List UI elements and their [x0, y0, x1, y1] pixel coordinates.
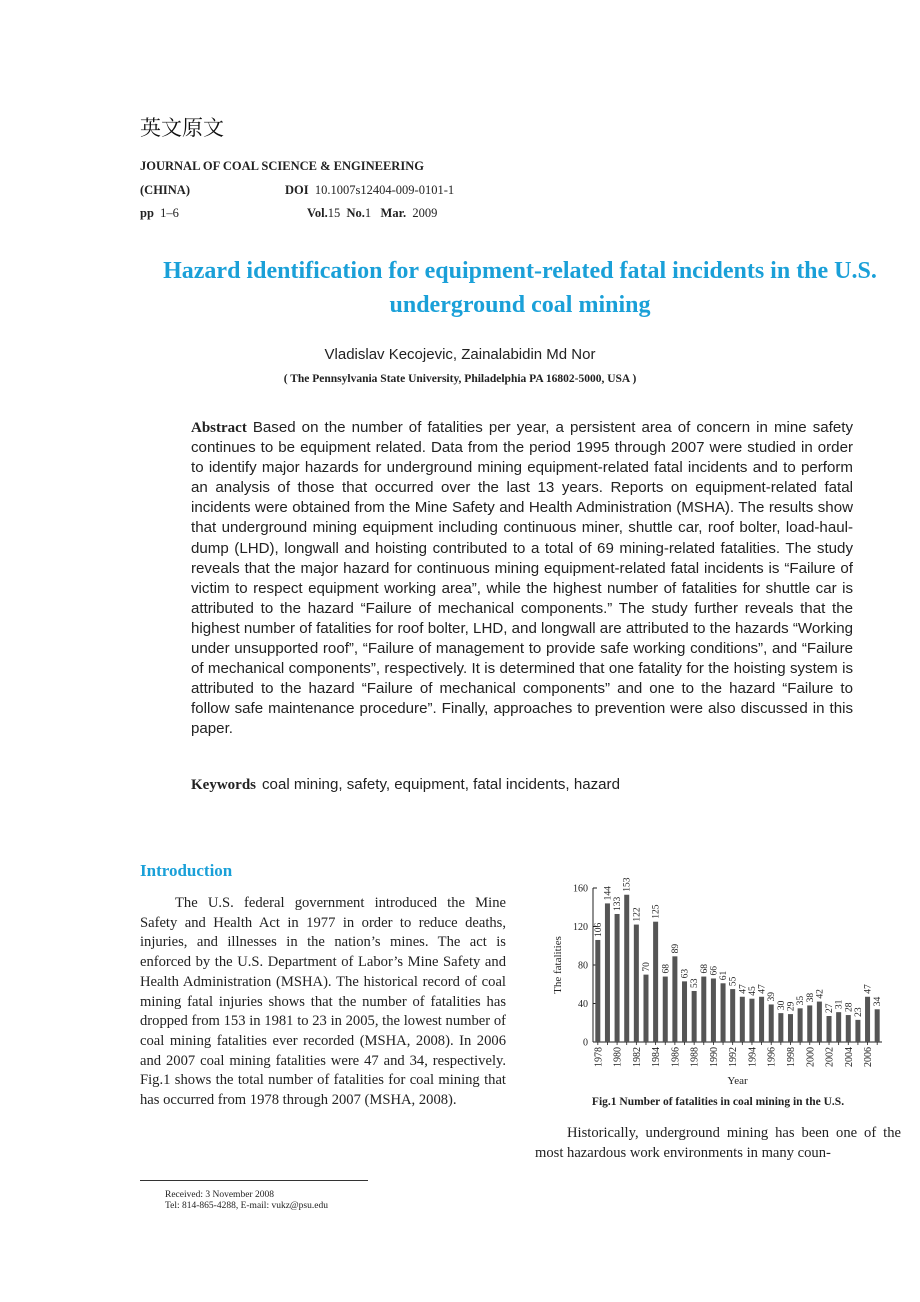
bar-1981: [624, 895, 629, 1042]
y-tick-label: 0: [583, 1037, 588, 1049]
bar-1980: [615, 914, 620, 1042]
y-tick-label: 40: [578, 999, 588, 1010]
authors: Vladislav Kecojevic, Zainalabidin Md Nor: [324, 346, 596, 363]
bar-2006: [865, 997, 870, 1042]
data-label-1981: 153: [622, 877, 633, 892]
bar-1998: [788, 1014, 793, 1042]
x-tick-label-1980: 1980: [612, 1047, 624, 1067]
data-label-1985: 68: [661, 964, 672, 974]
x-tick-label-2004: 2004: [843, 1047, 855, 1067]
introduction-body: [140, 894, 506, 1111]
paper-title: Hazard identification for equipment-related fatal incidents in the U.S. underground coal mining: [163, 258, 877, 318]
bar-1995: [759, 997, 764, 1042]
x-tick-label-2002: 2002: [824, 1047, 836, 1067]
keywords-label: Keywords: [191, 777, 256, 793]
introduction-heading: Introduction: [140, 861, 233, 880]
x-tick-label-1994: 1994: [747, 1047, 759, 1067]
bar-1989: [701, 977, 706, 1042]
fatalities-bar-chart: [545, 876, 895, 1088]
bar-1982: [634, 925, 639, 1042]
bar-1994: [749, 999, 754, 1042]
received-date: Received: 3 November 2008: [165, 1190, 274, 1200]
volume-issue: Vol.15 No.1 Mar. 2009: [307, 206, 438, 220]
journal-country: (CHINA): [140, 183, 190, 197]
footnote: [165, 1190, 328, 1212]
intro-paragraph-2: Historically, underground mining has been one of the most hazardous work environments in many coun-: [535, 1125, 901, 1161]
data-label-1979: 144: [603, 886, 614, 901]
y-tick-label: 120: [573, 922, 588, 933]
footnote-rule: [140, 1180, 368, 1181]
bar-2002: [827, 1016, 832, 1042]
data-label-1998: 29: [786, 1001, 797, 1012]
abstract-label: Abstract: [191, 420, 247, 436]
data-label-1982: 122: [632, 907, 643, 922]
data-label-1988: 53: [690, 978, 701, 988]
data-label-2000: 38: [805, 992, 816, 1003]
chinese-label: 英文原文: [140, 116, 224, 140]
x-tick-label-1996: 1996: [766, 1047, 778, 1067]
data-label-1991: 61: [719, 970, 730, 981]
abstract-text: Based on the number of fatalities per year, a persistent area of concern in mine safety continues to be equipment related. Data from the period 1995 through 2007 were studied in order to identify major hazards for underground mining equipment-related fatal incidents and to perform an analysis of those that occurred over the last 13 years. Reports on equipment-related fatal incidents were obtained from the Mine Safety and Health Administration (MSHA). The results show that underground mining equipment including continuous miner, shuttle car, roof bolter, load-haul-dump (LHD), longwall and hoisting contributed to a total of 69 mining-related fatalities. The study reveals that the major hazard for continuous mining equipment-related fatal incidents is “Failure of victim to respect equipment working area”, while the highest number of fatalities for shuttle car is attributed to the hazard “Failure of mechanical components.” The study further reveals that the highest number of fatalities for roof bolter, LHD, and longwall are attributed to the hazards “Working under unsupported roof”, “Failure of management to provide safe working conditions”, and “Failure of mechanical components”, respectively. It is determined that one fatality for the hoisting system is attributed to the hazard “Failure of mechanical components” and one to the hazard “Failure to follow safe maintenance procedure”. Finally, approaches to prevention were also discussed in this paper.: [191, 419, 853, 738]
doi: DOI 10.1007s12404-009-0101-1: [285, 183, 455, 197]
x-tick-label-2000: 2000: [805, 1047, 817, 1067]
x-tick-label-1988: 1988: [689, 1047, 701, 1067]
bar-1990: [711, 978, 716, 1042]
bar-2001: [817, 1002, 822, 1042]
data-label-1999: 35: [796, 995, 807, 1006]
bar-2005: [855, 1020, 860, 1042]
data-label-1997: 30: [776, 1000, 787, 1011]
bar-1991: [721, 983, 726, 1042]
bar-1986: [672, 956, 677, 1042]
x-tick-label-1992: 1992: [728, 1047, 740, 1067]
bar-1978: [595, 940, 600, 1042]
x-tick-label-1982: 1982: [631, 1047, 643, 1067]
data-label-1990: 66: [709, 965, 720, 976]
y-tick-label: 80: [578, 960, 588, 972]
data-label-1984: 125: [651, 904, 662, 919]
keywords-text: coal mining, safety, equipment, fatal incidents, hazard: [262, 776, 620, 793]
journal-name: JOURNAL OF COAL SCIENCE & ENGINEERING: [140, 159, 424, 173]
data-label-1980: 133: [613, 896, 624, 911]
bar-1988: [692, 991, 697, 1042]
bar-1999: [798, 1008, 803, 1042]
contact-info: Tel: 814-865-4288, E-mail: vukz@psu.edu: [165, 1201, 328, 1211]
data-label-1993: 47: [738, 984, 749, 994]
x-axis-label: Year: [727, 1075, 748, 1087]
x-tick-label-1998: 1998: [785, 1047, 797, 1067]
data-label-1996: 39: [767, 991, 778, 1002]
bar-2007: [875, 1009, 880, 1042]
bar-2003: [836, 1012, 841, 1042]
intro-paragraph-1: The U.S. federal government introduced the Mine Safety and Health Act in 1977 in order to reduce deaths, injuries, and illnesses in the nation’s mines. The act is enforced by the U.S. Department of Labor’s Mine Safety and Health Administration (MSHA). The historical record of coal mining fatal injuries shows that the number of fatalities has dropped from 153 in 1981 to 23 in 2005, the lowest number of coal mining fatalities ever recorded (MSHA, 2008). In 2006 and 2007 coal mining fatalities were 47 and 34, respectively. Fig.1 shows the total number of fatalities for coal mining that has occurred from 1978 through 2007 (MSHA, 2008).: [140, 895, 506, 1109]
y-tick-label: 160: [573, 883, 588, 895]
pages: pp 1–6: [140, 206, 179, 220]
bar-1992: [730, 989, 735, 1042]
bar-1984: [653, 922, 658, 1042]
x-tick-label-1978: 1978: [593, 1047, 605, 1067]
data-label-1987: 63: [680, 968, 691, 979]
data-label-2001: 42: [815, 989, 826, 999]
right-column-body: [535, 1124, 901, 1163]
keywords: [191, 776, 853, 794]
bar-1993: [740, 997, 745, 1042]
data-label-1983: 70: [641, 962, 652, 972]
bar-1985: [663, 977, 668, 1042]
data-label-2004: 28: [844, 1002, 855, 1013]
data-label-1995: 47: [757, 984, 768, 994]
data-label-2005: 23: [853, 1007, 864, 1017]
data-label-2002: 27: [825, 1003, 836, 1014]
bar-1997: [778, 1013, 783, 1042]
bar-1996: [769, 1004, 774, 1042]
data-label-1989: 68: [699, 964, 710, 974]
figure-caption: Fig.1 Number of fatalities in coal mining in the U.S.: [591, 1096, 845, 1108]
bar-2004: [846, 1015, 851, 1042]
data-label-2007: 34: [873, 996, 884, 1007]
bar-1979: [605, 903, 610, 1042]
x-tick-label-1990: 1990: [708, 1047, 720, 1067]
affiliation: ( The Pennsylvania State University, Philadelphia PA 16802-5000, USA ): [283, 373, 637, 385]
data-label-1994: 45: [747, 986, 758, 996]
data-label-1992: 55: [728, 976, 739, 987]
x-tick-label-2006: 2006: [863, 1047, 875, 1067]
data-label-2003: 31: [834, 999, 845, 1010]
x-tick-label-1986: 1986: [670, 1047, 682, 1067]
x-tick-label-1984: 1984: [651, 1047, 663, 1067]
bar-1983: [643, 975, 648, 1042]
y-axis-label: The fatalities: [552, 936, 564, 994]
data-label-1986: 89: [670, 943, 681, 954]
bar-1987: [682, 981, 687, 1042]
abstract: [191, 418, 853, 740]
data-label-1978: 106: [593, 922, 604, 937]
bar-2000: [807, 1005, 812, 1042]
data-label-2006: 47: [863, 984, 874, 994]
